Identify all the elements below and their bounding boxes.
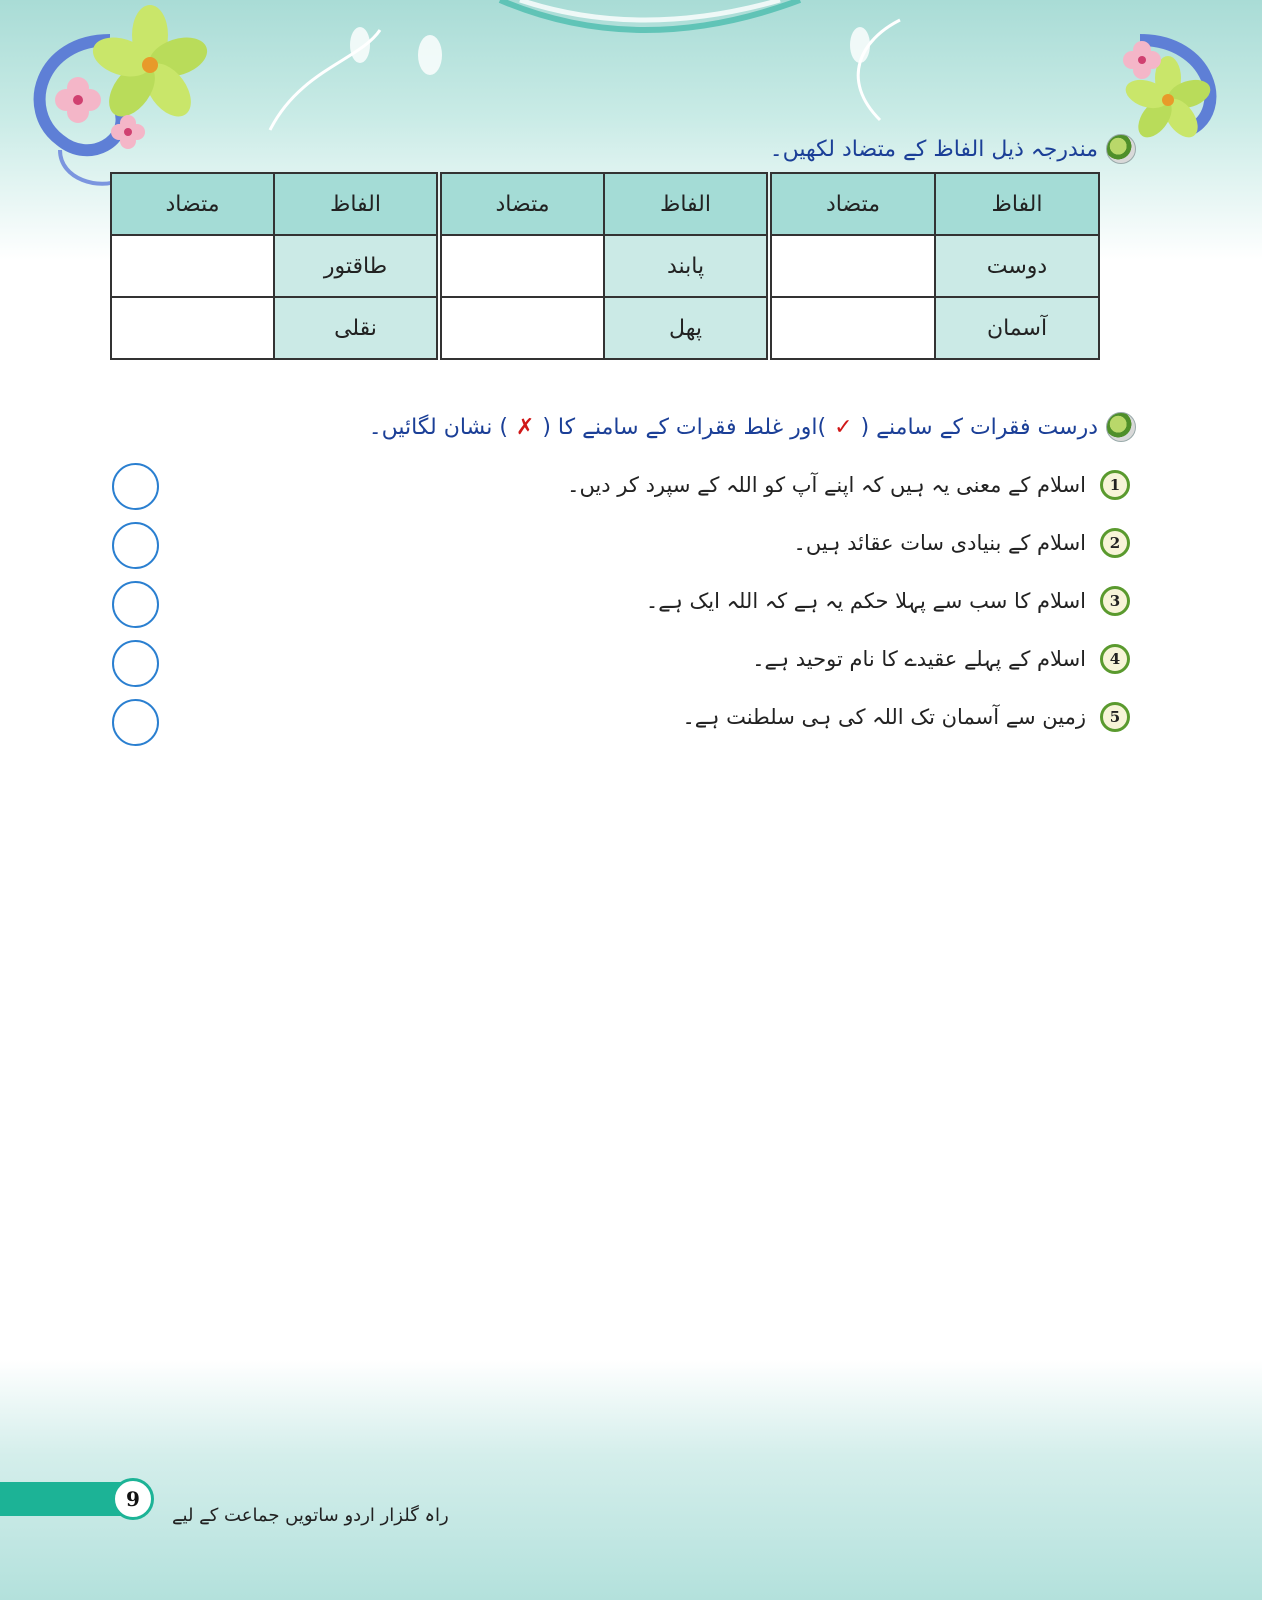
answer-circle-5[interactable] <box>112 699 159 746</box>
answer-circle-3[interactable] <box>112 581 159 628</box>
antonym-table-left <box>110 172 438 360</box>
statement-1 <box>567 470 1130 500</box>
page-number: 9 <box>112 1478 154 1520</box>
antonym-table-right <box>770 172 1100 360</box>
bottom-decorative-band <box>0 1360 1262 1600</box>
statement-number: 3 <box>1100 586 1130 616</box>
instruction-part-b: )اور غلط فقرات کے سامنے کا ( <box>542 414 827 440</box>
answer-cell[interactable] <box>771 297 935 359</box>
statement-number: 2 <box>1100 528 1130 558</box>
header-opposite: متضاد <box>441 173 604 235</box>
opposite-column <box>111 173 274 359</box>
word-cell: طاقتور <box>274 235 437 297</box>
opposite-column <box>771 173 935 359</box>
header-opposite: متضاد <box>111 173 274 235</box>
statement-number: 1 <box>1100 470 1130 500</box>
book-title: راہ گلزار اردو ساتویں جماعت کے لیے <box>172 1505 449 1526</box>
instruction-part-a: درست فقرات کے سامنے ( <box>860 414 1098 440</box>
opposite-column <box>441 173 604 359</box>
word-cell: دوست <box>935 235 1099 297</box>
answer-cell[interactable] <box>441 297 604 359</box>
statement-text: اسلام کا سب سے پہلا حکم یہ ہے کہ اللہ ایک ہے۔ <box>645 589 1086 613</box>
checkmark-icon: ✓ <box>834 414 853 440</box>
statement-text: زمین سے آسمان تک اللہ کی ہی سلطنت ہے۔ <box>682 705 1086 729</box>
instruction-antonyms <box>770 134 1136 164</box>
word-cell: آسمان <box>935 297 1099 359</box>
answer-cell[interactable] <box>771 235 935 297</box>
statement-4 <box>752 644 1130 674</box>
answer-circle-4[interactable] <box>112 640 159 687</box>
statement-2 <box>794 528 1130 558</box>
statement-number: 5 <box>1100 702 1130 732</box>
bullet-icon <box>1106 412 1136 442</box>
antonym-table-middle <box>440 172 768 360</box>
statement-text: اسلام کے پہلے عقیدے کا نام توحید ہے۔ <box>752 647 1086 671</box>
statement-number: 4 <box>1100 644 1130 674</box>
statement-text: اسلام کے معنی یہ ہیں کہ اپنے آپ کو اللہ کے سپرد کر دیں۔ <box>567 473 1086 497</box>
statement-3 <box>646 586 1130 616</box>
header-word: الفاظ <box>274 173 437 235</box>
instruction-antonyms-text: مندرجہ ذیل الفاظ کے متضاد لکھیں۔ <box>769 136 1098 162</box>
word-column <box>935 173 1099 359</box>
answer-cell[interactable] <box>441 235 604 297</box>
statement-text: اسلام کے بنیادی سات عقائد ہیں۔ <box>793 531 1086 555</box>
instruction-true-false <box>369 412 1136 442</box>
answer-circle-2[interactable] <box>112 522 159 569</box>
answer-circle-1[interactable] <box>112 463 159 510</box>
word-column <box>274 173 437 359</box>
header-word: الفاظ <box>935 173 1099 235</box>
word-cell: پھل <box>604 297 767 359</box>
word-cell: نقلی <box>274 297 437 359</box>
bullet-icon <box>1106 134 1136 164</box>
answer-cell[interactable] <box>111 235 274 297</box>
answer-cell[interactable] <box>111 297 274 359</box>
word-column <box>604 173 767 359</box>
cross-icon: ✗ <box>515 414 535 440</box>
header-word: الفاظ <box>604 173 767 235</box>
word-cell: پابند <box>604 235 767 297</box>
header-opposite: متضاد <box>771 173 935 235</box>
instruction-part-c: ) نشان لگائیں۔ <box>368 414 508 440</box>
statement-5 <box>683 702 1131 732</box>
